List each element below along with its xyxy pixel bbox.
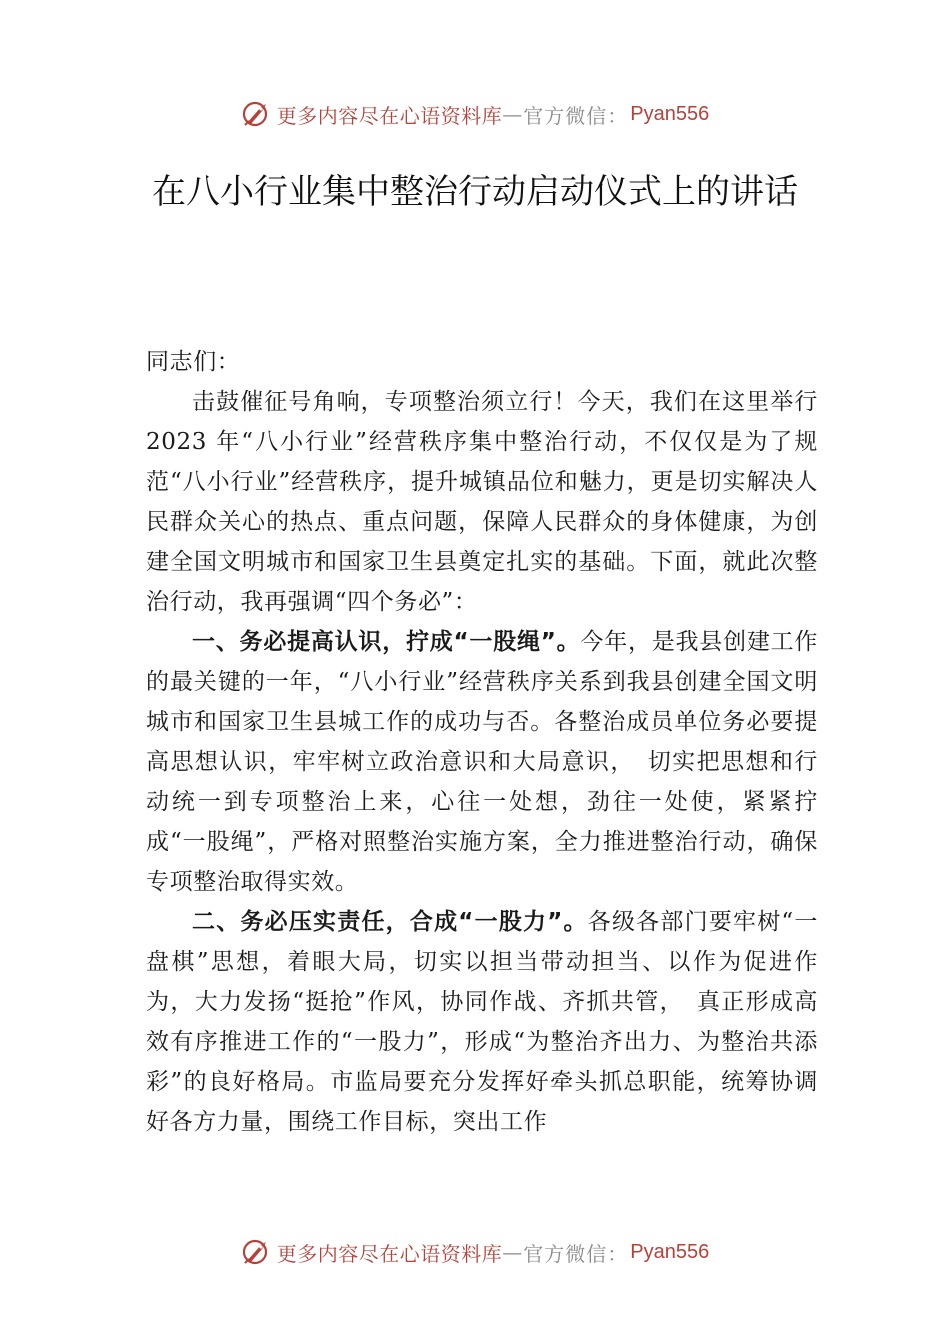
section-2-heading: 二、务必压实责任，合成“一股力”。 bbox=[192, 909, 588, 935]
watermark-banner-bottom bbox=[0, 1232, 950, 1272]
watermark-main-text: 更多内容尽在心语资料库 bbox=[276, 1241, 503, 1266]
watermark-sub-text: 官方微信： bbox=[523, 103, 629, 128]
watermark-banner-top bbox=[0, 94, 950, 134]
watermark-wechat-id: Pyan556 bbox=[630, 1240, 710, 1263]
watermark-dash: — bbox=[502, 1240, 524, 1264]
section-1-heading: 一、务必提高认识，拧成“一股绳”。 bbox=[192, 629, 581, 655]
pen-nib-logo-icon bbox=[241, 1237, 271, 1267]
section-1-paragraph bbox=[146, 622, 818, 902]
pen-nib-logo-icon bbox=[241, 99, 271, 129]
watermark-main-text: 更多内容尽在心语资料库 bbox=[276, 103, 503, 128]
section-2-body: 各级各部门要牢树“一盘棋”思想，着眼大局，切实以担当带动担当、以作为促进作为，大力发扬“挺抢”作风，协同作战、齐抓共管， 真正形成高效有序推进工作的“一股力”，形成“为整治齐出力、为整治共添彩”的良好格局。市监局要充分发挥好牵头抓总职能，统筹协调好各方力量，围绕工作目标，突出工作 bbox=[146, 909, 818, 1135]
watermark-dash: — bbox=[502, 102, 524, 126]
section-2-paragraph bbox=[146, 902, 818, 1142]
watermark-sub-text: 官方微信： bbox=[523, 1241, 629, 1266]
section-1-body: 今年，是我县创建工作的最关键的一年，“八小行业”经营秩序关系到我县创建全国文明城市和国家卫生县城工作的成功与否。各整治成员单位务必要提高思想认识，牢牢树立政治意识和大局意识， 切实把思想和行动统一到专项整治上来，心往一处想，劲往一处使，紧紧拧成“一股绳”，严格对照整治实施方案，全力推进整治行动，确保专项整治取得实效。 bbox=[146, 629, 819, 895]
intro-paragraph: 击鼓催征号角响，专项整治须立行！今天，我们在这里举行 2023 年“八小行业”经营秩序集中整治行动，不仅仅是为了规范“八小行业”经营秩序，提升城镇品位和魅力，更是切实解决人民群众关心的热点、重点问题，保障人民群众的身体健康，为创建全国文明城市和国家卫生县奠定扎实的基础。下面，就此次整治行动，我再强调“四个务必”： bbox=[146, 389, 818, 615]
document-body bbox=[146, 342, 818, 1142]
watermark-wechat-id: Pyan556 bbox=[630, 102, 710, 125]
document-title: 在八小行业集中整治行动启动仪式上的讲话 bbox=[152, 172, 798, 212]
salutation: 同志们： bbox=[146, 349, 241, 375]
